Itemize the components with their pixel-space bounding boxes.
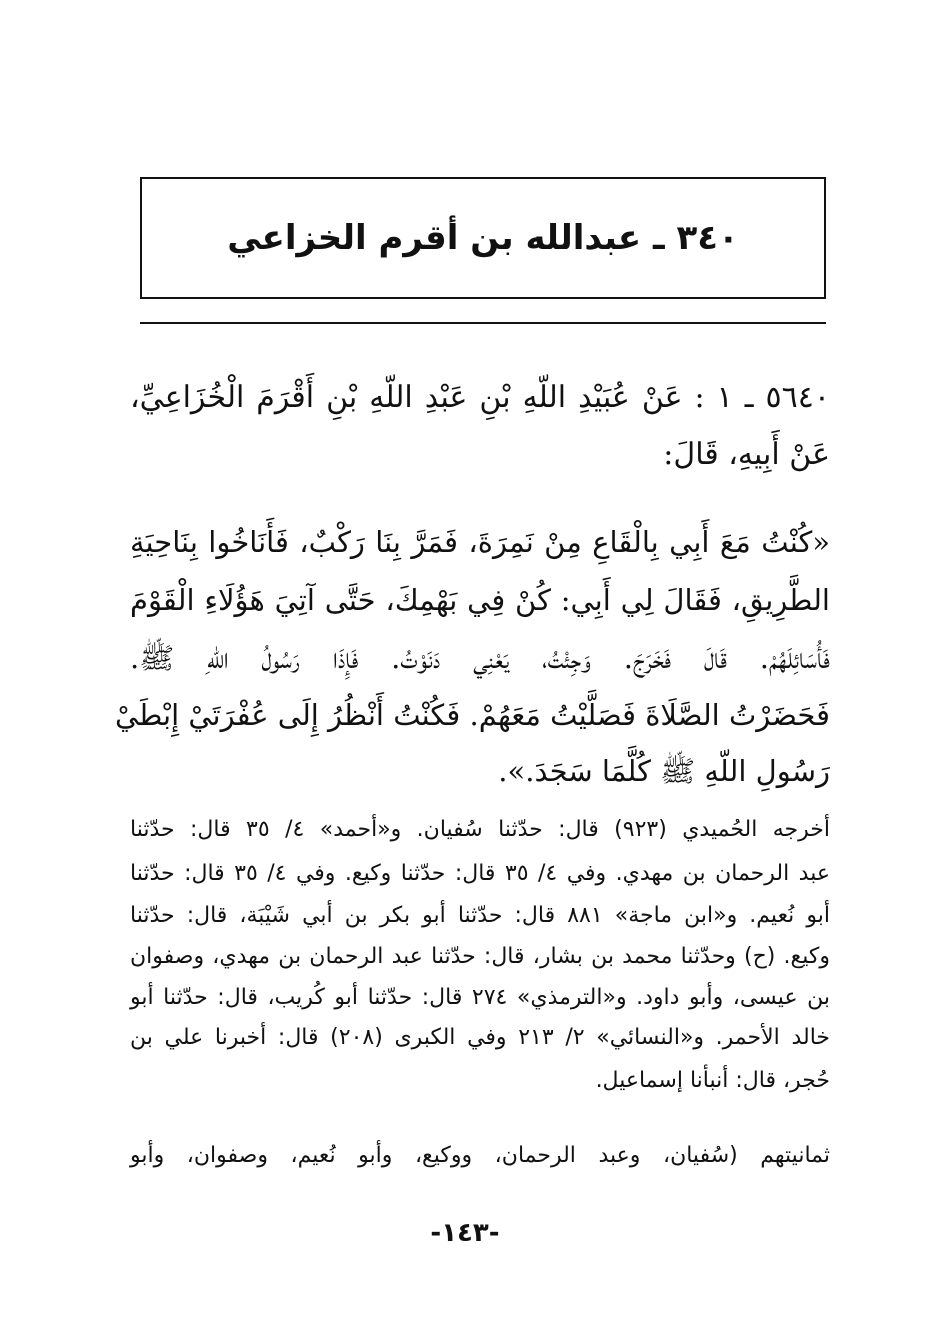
hadith-isnad-line-1: ٥٦٤٠ ـ ١ : عَنْ عُبَيْدِ اللّهِ بْنِ عَبْدِ اللّهِ بْنِ أَقْرَمَ الْخُزَاعِيِّ، [130,380,830,415]
takhrij-line-7: حُجر، قال: أنبأنا إسماعيل. [595,1068,830,1093]
takhrij-summary-line: ثمانيتهم (سُفيان، وعبد الرحمان، ووكيع، وأبو نُعيم، وصفوان، وأبو [130,1143,830,1168]
page-number: -١٤٣- [430,1218,500,1248]
hadith-text-line-2: الطَّرِيقِ، فَقَالَ لِي أَبِي: كُنْ فِي بَهْمِكَ، حَتَّى آتِيَ هَؤُلَاءِ الْقَوْمَ [130,583,830,617]
chapter-title-box [140,177,826,299]
hadith-isnad-line-2: عَنْ أَبِيهِ، قَالَ: [663,437,830,472]
takhrij-line-3: أبو نُعيم. و«ابن ماجة» ٨٨١ قال: حدّثنا أبو بكر بن أبي شَيْبَة، قال: حدّثنا [130,903,830,928]
takhrij-line-6: خالد الأحمر. و«النسائي» ٢/ ٢١٣ وفي الكبرى (٢٠٨) قال: أخبرنا علي بن [130,1025,830,1050]
chapter-title: ٣٤٠ ـ عبدالله بن أقرم الخزاعي [227,218,739,258]
takhrij-line-2: عبد الرحمان بن مهدي. وفي ٤/ ٣٥ قال: حدّثنا وكيع. وفي ٤/ ٣٥ قال: حدّثنا [130,861,830,886]
takhrij-line-4: وكيع. (ح) وحدّثنا محمد بن بشار، قال: حدّثنا عبد الرحمان بن مهدي، وصفوان [130,944,830,969]
hadith-text-line-3: فَأُسَائِلَهُمْ. قَالَ فَخَرَجَ. وَجِئْتُ، يَعْنِي دَنَوْتُ. فَإِذَا رَسُولُ اللّهِ ﷺ. [130,641,830,675]
hadith-text-line-4: فَحَضَرْتُ الصَّلَاةَ فَصَلَّيْتُ مَعَهُمْ. فَكُنْتُ أَنْظُرُ إِلَى عُفْرَتَيْ إِبْطَيْ [115,698,830,732]
hadith-text-line-1: «كُنْتُ مَعَ أَبِي بِالْقَاعِ مِنْ نَمِرَةَ، فَمَرَّ بِنَا رَكْبٌ، فَأَنَاخُوا بِنَاحِيَةِ [130,525,830,559]
takhrij-line-5: بن عيسى، وأبو داود. و«الترمذي» ٢٧٤ قال: حدّثنا أبو كُريب، قال: حدّثنا أبو [130,985,830,1010]
hadith-text-line-5: رَسُولِ اللّهِ ﷺ كُلَّمَا سَجَدَ.». [498,754,830,788]
takhrij-line-1: أخرجه الحُميدي (٩٢٣) قال: حدّثنا سُفيان. و«أحمد» ٤/ ٣٥ قال: حدّثنا [130,817,830,842]
title-divider [140,322,826,324]
